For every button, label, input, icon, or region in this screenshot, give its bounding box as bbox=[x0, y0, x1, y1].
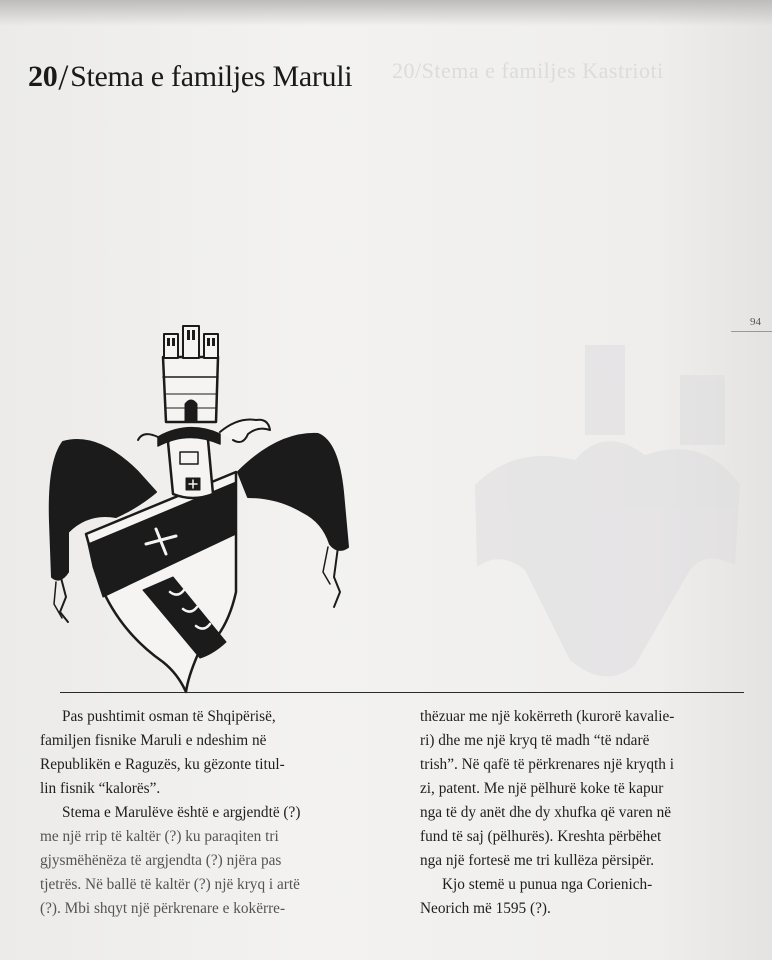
text-line: Pas pushtimit osman të Shqipërisë, bbox=[62, 708, 276, 725]
text-line: ri) dhe me një kryq të madh “të ndarë bbox=[420, 732, 650, 749]
page-number: 94 bbox=[750, 316, 761, 328]
page-number-rule bbox=[731, 331, 772, 332]
text-line: familjen fisnike Maruli e ndeshim në bbox=[40, 732, 267, 749]
text-line: Stema e Marulëve është e argjendtë (?) bbox=[62, 804, 301, 821]
text-line: fund të saj (pëlhurës). Kreshta përbëhet bbox=[420, 828, 662, 845]
text-line: thëzuar me një kokërreth (kurorë kavalie- bbox=[420, 708, 675, 725]
title-text: Stema e familjes Maruli bbox=[70, 60, 353, 93]
text-line: me një rrip të kaltër (?) ku paraqiten tri bbox=[40, 828, 279, 845]
text-line: lin fisnik “kalorës”. bbox=[40, 780, 161, 797]
scan-top-shadow bbox=[0, 0, 772, 26]
text-separator-rule bbox=[60, 692, 744, 693]
text-line: zi, patent. Me një pëlhurë koke të kapur bbox=[420, 780, 664, 797]
text-line: Kjo stemë u punua nga Corienich- bbox=[442, 876, 653, 893]
text-line: gjysmëhënëza të argjendta (?) njëra pas bbox=[40, 852, 282, 869]
show-through-title: 20/Stema e familjes Kastrioti bbox=[392, 58, 664, 83]
paragraph-right-1 bbox=[420, 705, 750, 873]
left-text-column bbox=[40, 705, 370, 921]
paragraph-right-2 bbox=[420, 873, 750, 921]
text-line: trish”. Në qafë të përkrenares një kryqth i bbox=[420, 756, 674, 773]
page-title bbox=[28, 56, 352, 98]
right-text-column bbox=[420, 705, 750, 921]
show-through-coat-of-arms bbox=[455, 335, 755, 695]
chapter-number: 20 bbox=[28, 60, 58, 93]
text-line: nga një fortesë me tri kullëza përsipër. bbox=[420, 852, 655, 869]
text-line: tjetrës. Në ballë të kaltër (?) një kryq i artë bbox=[40, 876, 300, 893]
coat-of-arms-illustration bbox=[38, 322, 360, 694]
paragraph-left-1 bbox=[40, 705, 370, 801]
paragraph-left-2 bbox=[40, 801, 370, 921]
text-line: (?). Mbi shqyt një përkrenare e kokërre- bbox=[40, 900, 286, 917]
mantling-right bbox=[238, 434, 348, 550]
text-line: nga të dy anët dhe dy xhufka që varen në bbox=[420, 804, 672, 821]
text-line: Republikën e Raguzës, ku gëzonte titul- bbox=[40, 756, 285, 773]
text-line: Neorich më 1595 (?). bbox=[420, 900, 551, 917]
title-separator: / bbox=[58, 57, 69, 97]
